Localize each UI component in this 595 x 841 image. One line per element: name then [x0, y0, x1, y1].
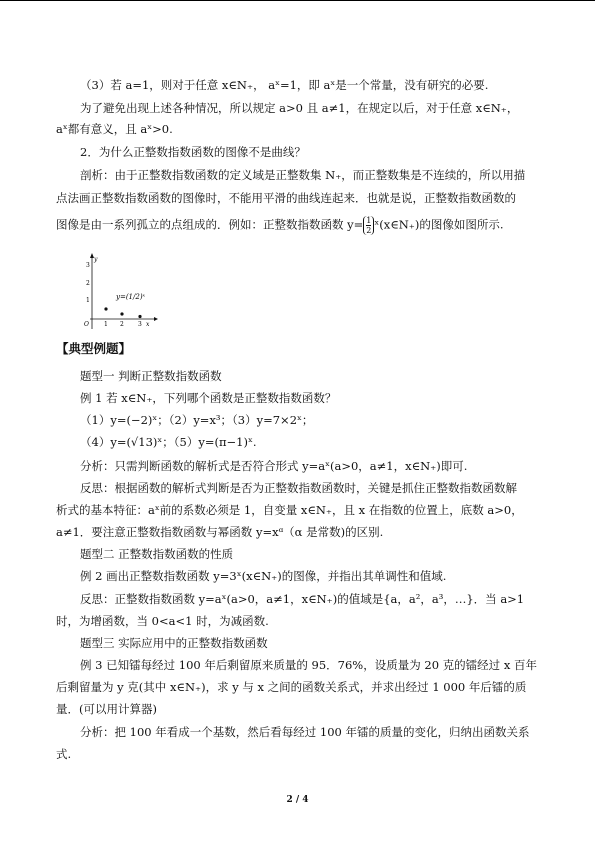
text-line: 分析：把 100 年看成一个基数，然后看每经过 100 年镭的质量的变化，归纳出函数关系: [80, 725, 530, 739]
y-tick-label: 1: [86, 297, 90, 304]
text-line: 点法画正整数指数函数的图像时，不能用平滑的曲线连起来．也就是说，正整数指数函数的: [56, 191, 516, 205]
text-line: 剖析：由于正整数指数函数的定义域是正整数集 N₊，而正整数集是不连续的，所以用描: [80, 168, 526, 182]
text-line: 例 3 已知镭每经过 100 年后剩留原来质量的 95．76%，设质量为 20 克的镭经过 x 百年: [80, 658, 537, 672]
x-tick-label: 3: [138, 321, 142, 328]
text-line: （3）若 a=1，则对于任意 x∈N₊， aˣ=1，即 aˣ是一个常量，没有研究的必要.: [80, 78, 489, 92]
fraction-denominator: 2: [366, 226, 372, 235]
data-point: [120, 312, 123, 315]
x-tick-label: 2: [120, 321, 124, 328]
page-number: 2 / 4: [286, 795, 309, 805]
text-line: 时，为增函数，当 0<a<1 时，为减函数.: [56, 614, 269, 628]
x-tick-label: 1: [104, 321, 108, 328]
x-axis-arrow: [154, 317, 158, 321]
text-line: 2．为什么正整数指数函数的图像不是曲线？: [80, 145, 306, 159]
text-line: a≠1．要注意正整数指数函数与幂函数 y=xᵅ（α 是常数)的区别.: [56, 525, 384, 539]
text-line: 分析：只需判断函数的解析式是否符合形式 y=aˣ(a>0，a≠1，x∈N₊)即可.: [80, 459, 468, 473]
data-point: [104, 307, 107, 310]
text-line: 后剩留量为 y 克(其中 x∈N₊)，求 y 与 x 之间的函数关系式，并求出经过 1 000 年后镭的质: [56, 680, 527, 694]
data-point: [138, 315, 141, 318]
text-line: 反思：正整数指数函数 y=aˣ(a>0，a≠1，x∈N₊)的值域是{a，a²，a³，…}．当 a>1: [80, 592, 525, 606]
text-line: aˣ都有意义，且 aˣ>0.: [56, 122, 173, 136]
text-line: 题型三 实际应用中的正整数指数函数: [80, 636, 268, 650]
y-axis-label: y: [94, 256, 98, 263]
text-line: 题型二 正整数指数函数的性质: [80, 547, 234, 561]
text-line: 例 2 画出正整数指数函数 y=3ˣ(x∈N₊)的图像，并指出其单调性和值域.: [80, 569, 447, 583]
text-segment: ˣ(x∈N₊)的图像如图所示.: [374, 217, 504, 232]
text-line: 为了避免出现上述各种情况，所以规定 a>0 且 a≠1，在规定以后，对于任意 x∈N₊，: [80, 101, 519, 115]
text-line-with-fraction: [56, 216, 546, 235]
exponential-point-graph: [82, 253, 158, 331]
text-line: 析式的基本特征：aˣ前的系数必须是 1，自变量 x∈N₊，且 x 在指数的位置上，底数 a>0，: [56, 503, 523, 517]
text-line: 题型一 判断正整数指数函数: [80, 369, 222, 383]
text-line: 量．(可以用计算器): [56, 702, 157, 716]
y-tick-label: 3: [86, 262, 90, 269]
text-line: （4）y=(√13)ˣ；（5）y=(π−1)ˣ.: [80, 435, 257, 449]
text-line: （1）y=(−2)ˣ；（2）y=x³；（3）y=7×2ˣ；: [80, 413, 314, 427]
section-heading: 【典型例题】: [56, 341, 132, 356]
x-axis-name: x: [146, 321, 150, 328]
y-tick-label: 2: [86, 280, 90, 287]
text-line: 例 1 若 x∈N₊，下列哪个函数是正整数指数函数？: [80, 391, 337, 405]
function-label: y=(1/2)ˣ: [116, 293, 146, 301]
page-top-rule: [0, 0, 595, 1]
text-line: 式.: [56, 747, 72, 761]
origin-label: O: [84, 321, 89, 328]
text-line: 反思：根据函数的解析式判断是否为正整数指数函数时，关键是抓住正整数指数函数解: [80, 481, 517, 495]
text-segment: 图像是由一系列孤立的点组成的．例如：正整数指数函数 y=: [56, 217, 364, 232]
fraction-numerator: 1: [366, 216, 372, 225]
fraction-one-half: [363, 216, 374, 235]
